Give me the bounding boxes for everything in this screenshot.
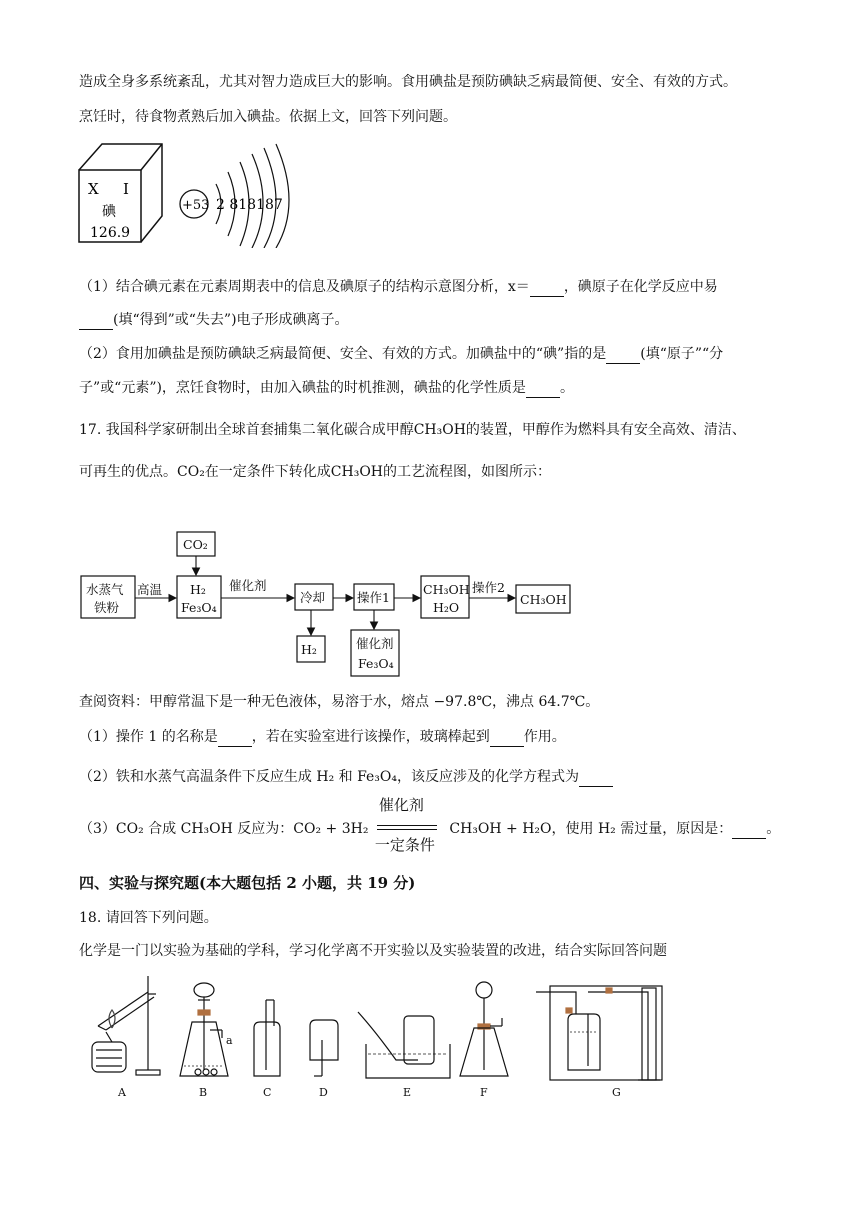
element-symbol: I <box>123 180 129 198</box>
paragraph-line-1: 造成全身多系统紊乱，尤其对智力造成巨大的影响。食用碘盐是预防碘缺乏病最简便、安全、有效的方式。 <box>79 74 737 90</box>
apparatus-label-b: B <box>199 1086 208 1099</box>
q16-part2-text-b: (填“原子”“分 <box>640 346 724 362</box>
reaction-condition <box>374 796 441 854</box>
apparatus-b <box>180 983 228 1076</box>
element-x-label: X <box>88 180 99 198</box>
flow-mixture-label-1: CH₃OH <box>423 582 470 597</box>
flow-reactor-label-1: H₂ <box>190 582 206 597</box>
answer-blank[interactable] <box>79 315 113 330</box>
q16-part2-text-c: 子”或“元素”)，烹饪食物时，由加入碘盐的时机推测，碘盐的化学性质是 <box>79 380 526 396</box>
element-name: 碘 <box>102 204 116 220</box>
flow-catalyst-out-label-1: 催化剂 <box>356 636 394 651</box>
apparatus-g <box>536 986 662 1080</box>
flow-op1-label: 操作1 <box>357 590 390 605</box>
apparatus-label-g: G <box>612 1086 621 1099</box>
reaction-equals-sign <box>377 825 437 830</box>
q16-part1-line-2 <box>79 310 349 330</box>
apparatus-label-c: C <box>263 1086 272 1099</box>
apparatus-a <box>92 976 160 1075</box>
flow-catalyst-out-label-2: Fe₃O₄ <box>358 656 394 671</box>
q17-part3-text-c: 。 <box>766 821 781 837</box>
apparatus-c <box>254 1000 280 1076</box>
electron-shell-numbers: 2 818187 <box>216 197 283 213</box>
flow-final-label: CH₃OH <box>520 592 567 607</box>
q17-part3-text-a: （3）CO₂ 合成 CH₃OH 反应为：CO₂ + 3H₂ <box>79 821 369 837</box>
q16-part1-text-b: ，碘原子在化学反应中易 <box>563 279 718 295</box>
q17-part2-line <box>79 767 613 787</box>
apparatus-figure <box>76 970 696 1100</box>
answer-blank[interactable] <box>530 282 564 297</box>
q16-part2-text-d: 。 <box>559 380 574 396</box>
q16-part2-text-a: （2）食用加碘盐是预防碘缺乏病最简便、安全、有效的方式。加碘盐中的“碘”指的是 <box>79 346 607 362</box>
q17-part3-text-b: CH₃OH + H₂O，使用 H₂ 需过量，原因是： <box>449 821 733 837</box>
q16-part1-line <box>79 277 718 297</box>
q17-intro-line-1: 17. 我国科学家研制出全球首套捕集二氧化碳合成甲醇CH₃OH的装置，甲醇作为燃料具有安全高效、清洁、 <box>79 422 746 438</box>
flow-mixture-label-2: H₂O <box>433 600 460 615</box>
answer-blank[interactable] <box>218 732 252 747</box>
answer-blank[interactable] <box>732 824 766 839</box>
flow-start-label-2: 铁粉 <box>94 600 120 615</box>
q17-part3-line <box>79 796 781 854</box>
flow-reactor-label-2: Fe₃O₄ <box>181 600 217 615</box>
flow-cool-label: 冷却 <box>300 590 326 605</box>
q18-intro: 化学是一门以实验为基础的学科，学习化学离不开实验以及实验装置的改进，结合实际回答问题 <box>79 943 667 959</box>
process-flow-diagram <box>79 528 619 683</box>
q16-part1-text-c: (填“得到”或“失去”)电子形成碘离子。 <box>113 312 349 328</box>
flow-arrow-label-high-temp: 高温 <box>137 582 163 597</box>
flow-arrow-label-op2: 操作2 <box>472 580 505 595</box>
paragraph-line-2: 烹饪时，待食物煮熟后加入碘盐。依据上文，回答下列问题。 <box>79 109 457 125</box>
apparatus-d <box>310 1020 338 1076</box>
q16-part1-text-a: （1）结合碘元素在元素周期表中的信息及碘原子的结构示意图分析，x＝ <box>79 279 530 295</box>
reaction-condition-bottom: 一定条件 <box>374 836 435 854</box>
flow-arrow-label-catalyst: 催化剂 <box>229 578 267 593</box>
flow-start-label-1: 水蒸气 <box>86 582 124 597</box>
apparatus-label-a: A <box>118 1086 126 1099</box>
flow-h2-out-label: H₂ <box>301 642 317 657</box>
flow-co2-label: CO₂ <box>183 537 208 552</box>
electron-shell-arcs <box>216 144 289 248</box>
apparatus-label-e: E <box>403 1086 412 1099</box>
answer-blank[interactable] <box>606 349 640 364</box>
apparatus-label-d: D <box>319 1086 328 1099</box>
q17-part1-text-b: ，若在实验室进行该操作，玻璃棒起到 <box>251 729 490 745</box>
answer-blank[interactable] <box>526 383 560 398</box>
q17-part2-text: （2）铁和水蒸气高温条件下反应生成 H₂ 和 Fe₃O₄，该反应涉及的化学方程式为 <box>79 769 580 785</box>
q17-part1-text-c: 作用。 <box>523 729 566 745</box>
answer-blank[interactable] <box>490 732 524 747</box>
q16-part2-line <box>79 344 723 364</box>
nucleus-charge: +53 <box>182 198 210 213</box>
iodine-figure <box>76 138 306 248</box>
apparatus-label-f: F <box>480 1086 488 1099</box>
q17-intro-line-2: 可再生的优点。CO₂在一定条件下转化成CH₃OH的工艺流程图，如图所示： <box>79 464 552 480</box>
answer-blank[interactable] <box>579 772 613 787</box>
reaction-condition-top: 催化剂 <box>378 796 424 814</box>
section-4-title: 四、实验与探究题(本大题包括 2 小题，共 19 分) <box>79 874 416 892</box>
q16-part2-line-2 <box>79 378 574 398</box>
q18-title: 18. 请回答下列问题。 <box>79 910 218 926</box>
q17-part1-line <box>79 727 566 747</box>
element-mass: 126.9 <box>90 225 131 241</box>
q17-part1-text-a: （1）操作 1 的名称是 <box>79 729 218 745</box>
apparatus-e <box>358 1012 450 1078</box>
apparatus-f <box>460 982 508 1076</box>
q17-reference-line: 查阅资料：甲醇常温下是一种无色液体，易溶于水，熔点 −97.8℃，沸点 64.7℃。 <box>79 694 600 710</box>
apparatus-b-mark: a <box>226 1034 233 1047</box>
